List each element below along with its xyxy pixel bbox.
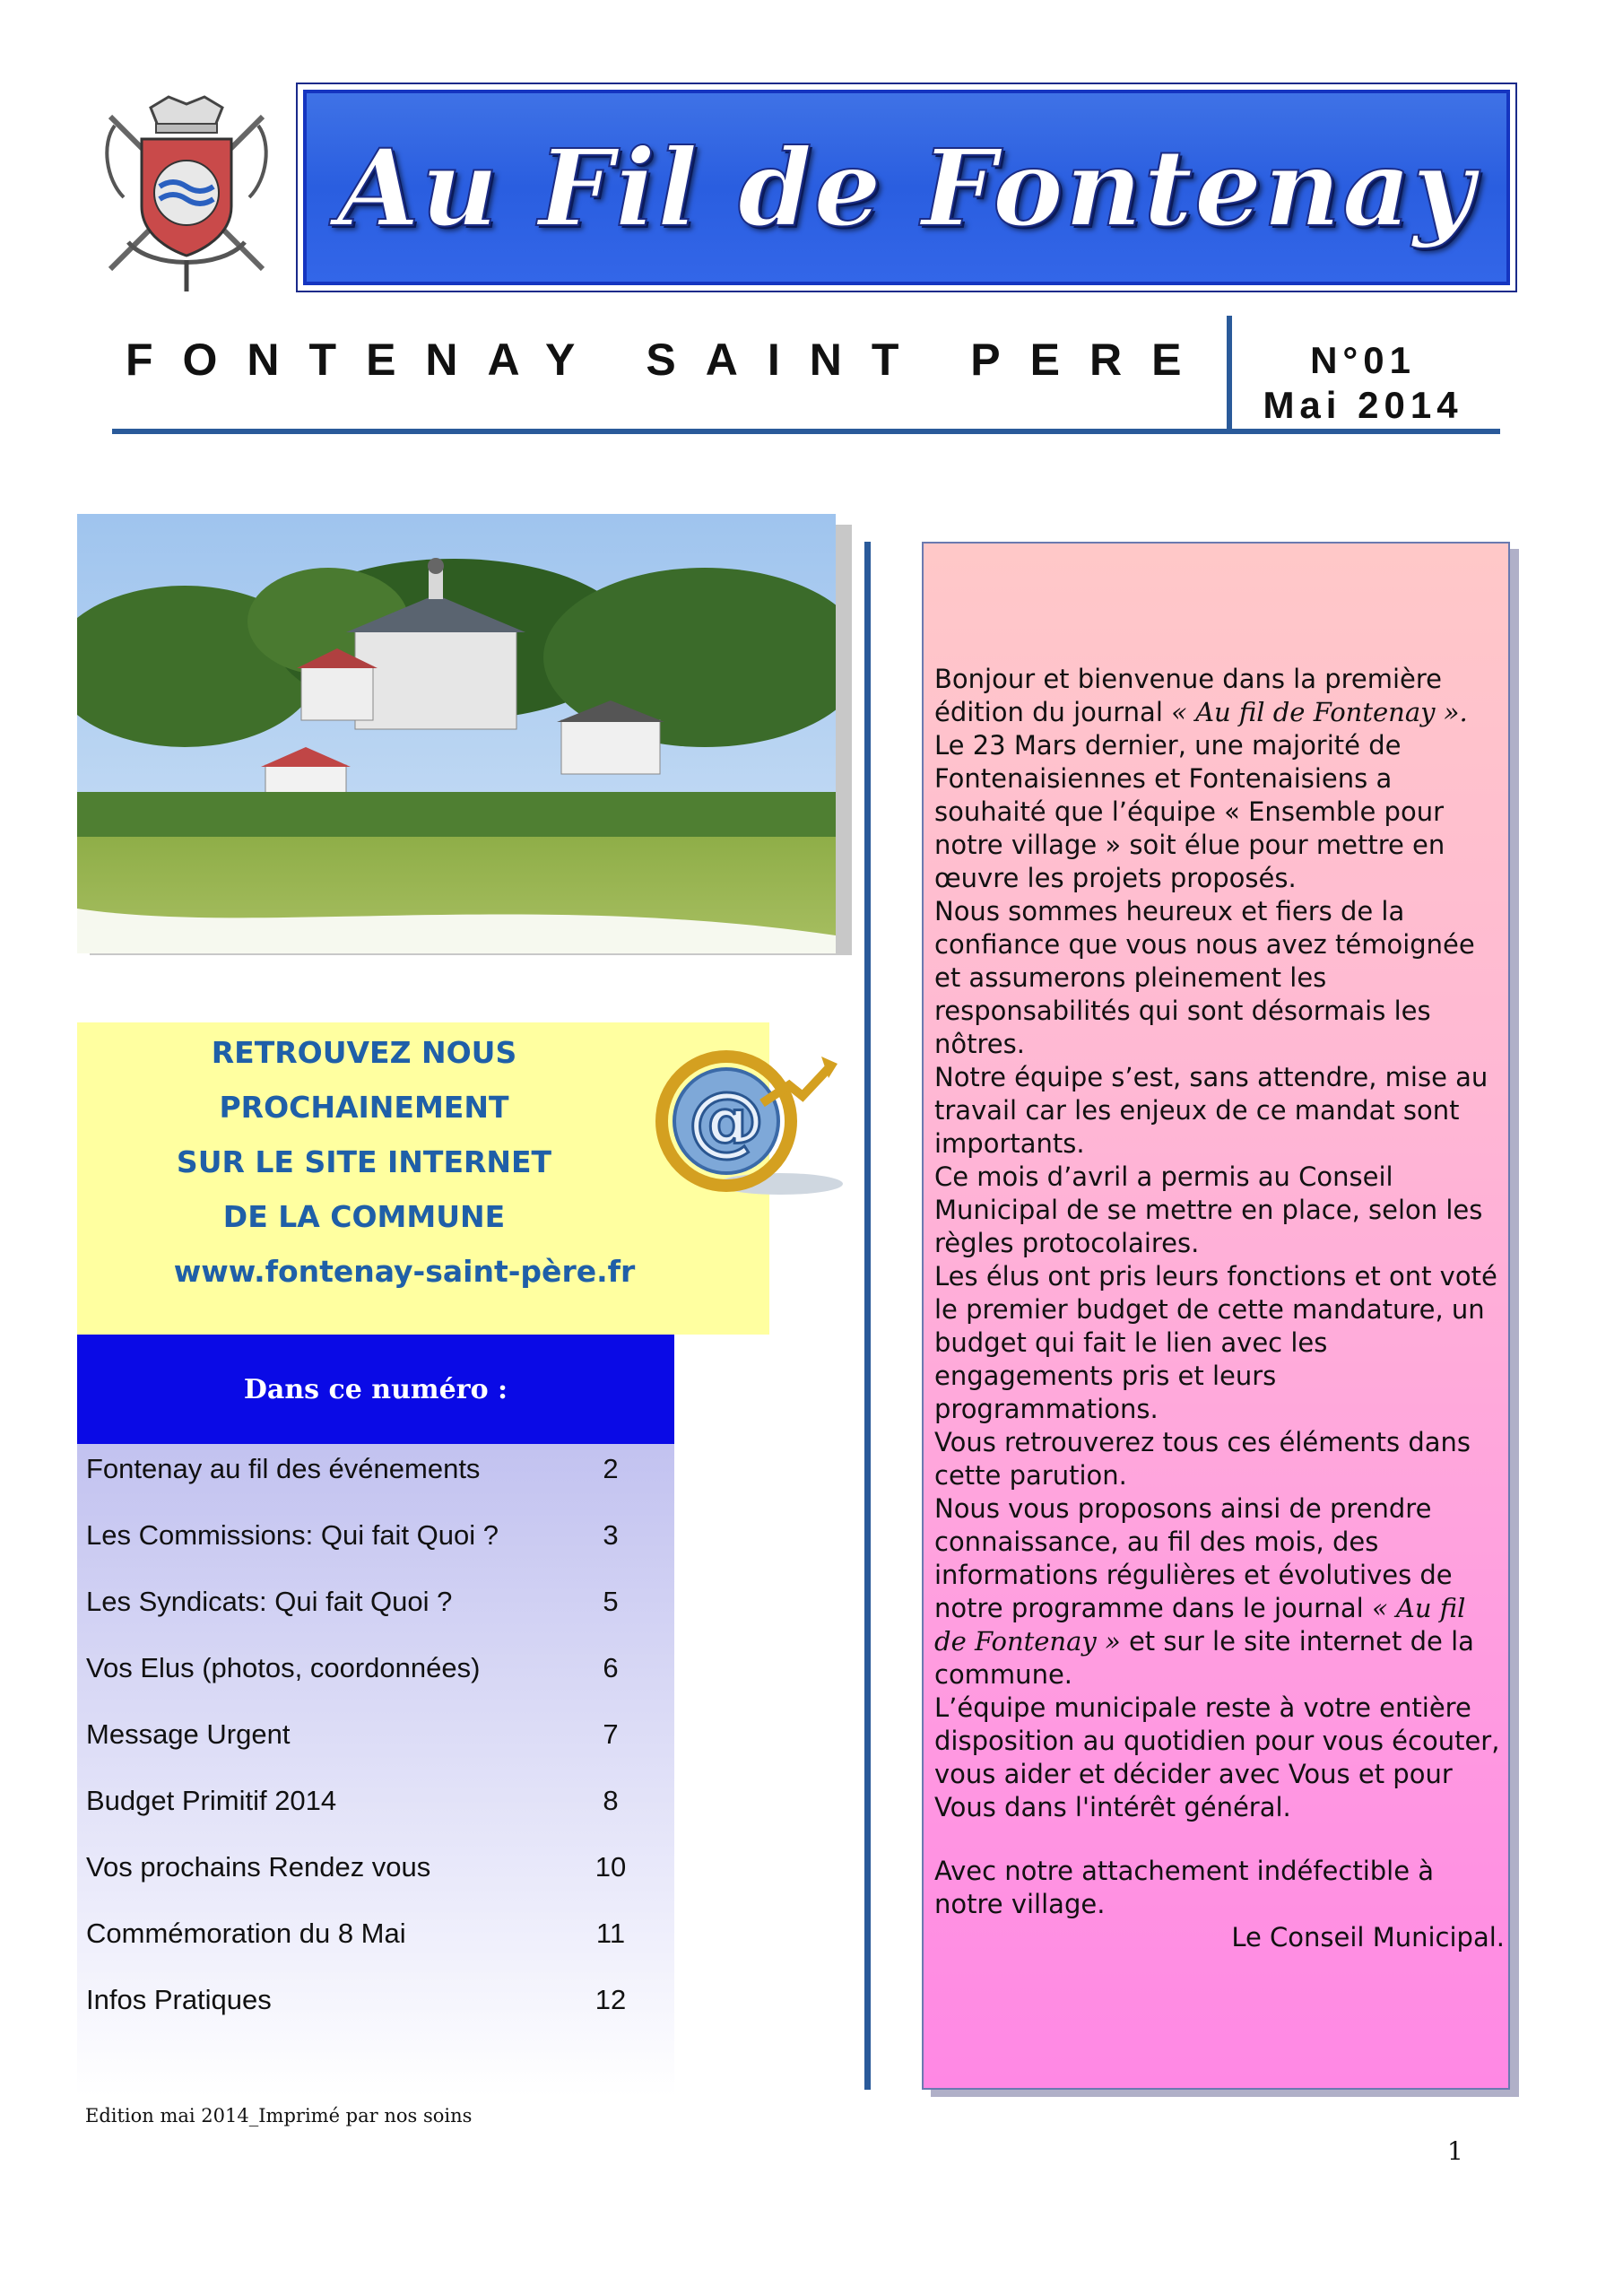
letter-text-span: Nous vous proposons ainsi de prendre connaissance, au fil des mois, des informations régulières et évolutives de notre programme dans le journal [934,1493,1453,1623]
toc-title: Dans ce numéro : [243,1373,508,1405]
letter-paragraph: Notre équipe s’est, sans attendre, mise au travail car les enjeux de ce mandat sont importants. [934,1062,1488,1159]
website-url: www.fontenay-saint-père.fr [173,1254,636,1289]
town-crest-icon [97,90,276,296]
letter-paragraph [934,1492,1505,1692]
toc-item-label: Budget Primitif 2014 [86,1785,337,1816]
toc-item-page: 10 [595,1851,627,1883]
letter-text-span: et sur le site internet de la commune. [934,1626,1474,1690]
village-photo [77,514,836,953]
website-line-3: SUR LE SITE INTERNET [176,1144,552,1179]
at-sign-icon [646,1040,843,1202]
toc-row [77,1709,674,1763]
website-line-2: PROCHAINEMENT [219,1090,509,1125]
masthead-banner [296,83,1517,292]
letter-paragraph: Le 23 Mars dernier, une majorité de Fontenaisiennes et Fontenaisiens a souhaité que l’équipe « Ensemble pour notre village » soit élue pour mettre en œuvre les projets proposés. [934,730,1445,893]
toc-row [77,1909,674,1962]
toc-row [77,1842,674,1896]
website-line-1: RETROUVEZ NOUS [211,1035,517,1070]
letter-paragraph: Les élus ont pris leurs fonctions et ont voté le premier budget de cette mandature, un budget qui fait le lien avec les engagements pris et leurs programmations. [934,1261,1497,1424]
page-number: 1 [1447,2136,1463,2166]
svg-text:@: @ [688,1075,765,1165]
welcome-letter-text [934,663,1505,1954]
toc-item-page: 12 [595,1984,627,2015]
letter-paragraph: Ce mois d’avril a permis au Conseil Municipal de se mettre en place, selon les règles protocolaires. [934,1161,1483,1258]
column-divider [864,542,871,2090]
toc-item-label: Vos Elus (photos, coordonnées) [86,1652,481,1683]
toc-item-page: 5 [603,1586,619,1617]
toc-item-label: Fontenay au fil des événements [86,1453,481,1484]
toc-item-page: 11 [595,1918,626,1949]
toc-row [77,1643,674,1697]
toc-item-page: 8 [603,1785,619,1816]
toc-item-label: Les Commissions: Qui fait Quoi ? [86,1519,499,1551]
toc-row [77,1444,674,1498]
header-divider-horizontal [112,429,1500,434]
toc-row [77,1577,674,1631]
letter-paragraph: Nous sommes heureux et fiers de la confiance que vous nous avez témoignée et assumerons pleinement les responsabilités qui sont désormais les nôtres. [934,896,1475,1059]
toc-item-label: Les Syndicats: Qui fait Quoi ? [86,1586,453,1617]
journal-name: « Au fil de Fontenay ». [1171,697,1468,727]
letter-paragraph [934,663,1505,729]
letter-text-span: Bonjour et bienvenue dans la première édition du journal [934,664,1443,727]
toc-item-label: Vos prochains Rendez vous [86,1851,431,1883]
issue-date: Mai 2014 [1263,384,1463,426]
letter-paragraph: L’équipe municipale reste à votre entière disposition au quotidien pour vous écouter, vous aider et décider avec Vous et pour Vous dans l'intérêt général. [934,1692,1500,1822]
town-name: FONTENAY SAINT PERE [126,335,1211,385]
toc-row [77,1510,674,1564]
toc-item-label: Infos Pratiques [86,1984,272,2015]
letter-signature: Le Conseil Municipal. [1231,1922,1505,1952]
welcome-letter-box [922,542,1510,2090]
toc-header [77,1335,674,1444]
website-line-4: DE LA COMMUNE [222,1199,506,1234]
issue-number: N°01 [1310,339,1416,381]
toc-row [77,1975,674,2029]
masthead-title: Au Fil de Fontenay [337,125,1476,250]
letter-paragraph: Avec notre attachement indéfectible à notre village. [934,1856,1435,1919]
toc-item-label: Message Urgent [86,1718,291,1750]
letter-paragraph: Vous retrouverez tous ces éléments dans cette parution. [934,1427,1471,1491]
toc-item-page: 2 [603,1453,619,1484]
journal-name: « Au fil de Fontenay » [934,1593,1466,1657]
header-divider-vertical [1227,316,1232,430]
toc-row [77,1776,674,1830]
toc-item-page: 6 [603,1652,619,1683]
toc-item-label: Commémoration du 8 Mai [86,1918,406,1949]
table-of-contents [77,1335,674,2097]
toc-item-page: 3 [603,1519,619,1551]
edition-note: Edition mai 2014_Imprimé par nos soins [85,2105,473,2126]
toc-item-page: 7 [603,1718,619,1750]
